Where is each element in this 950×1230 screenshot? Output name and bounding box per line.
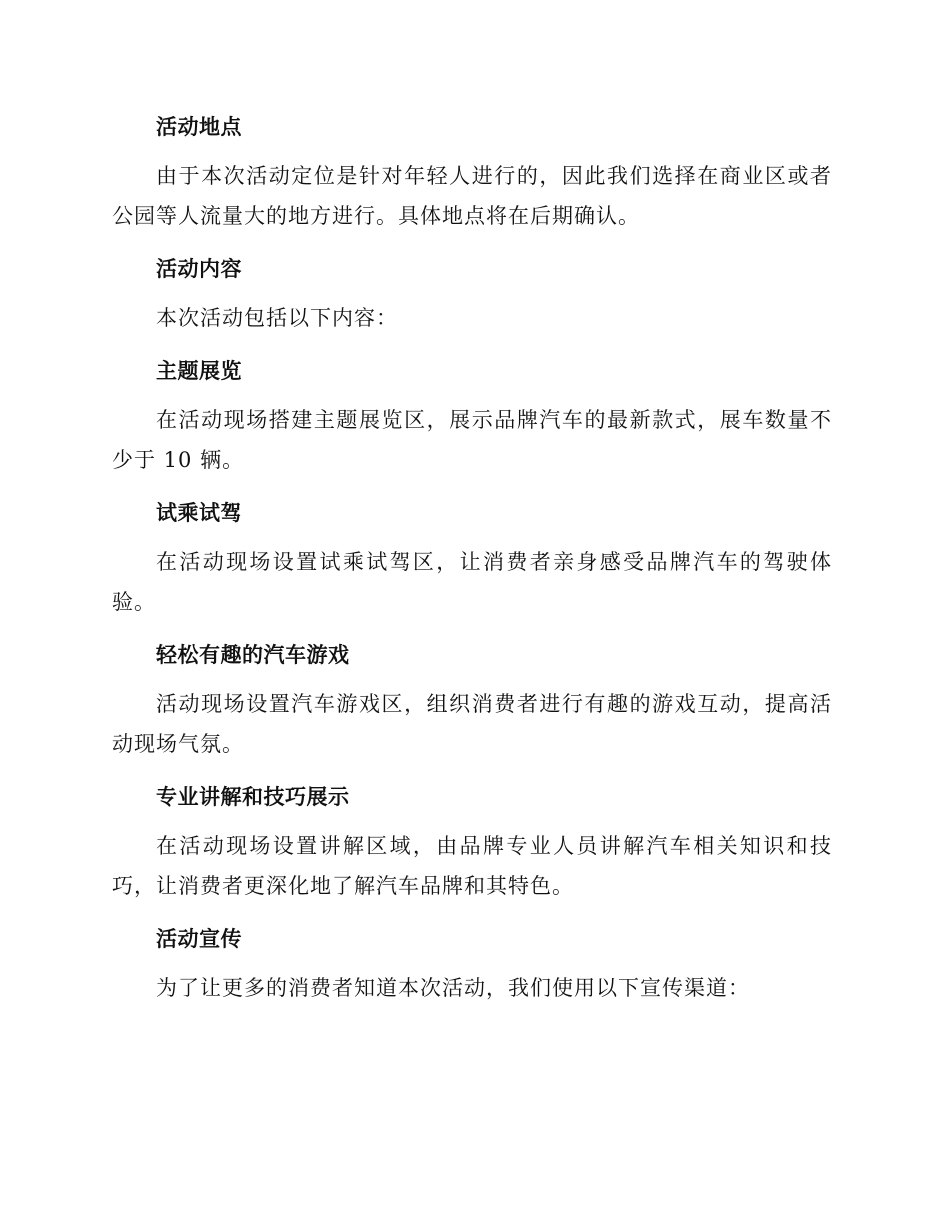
section-heading-exhibition: 主题展览 (156, 359, 242, 383)
paragraph-exhibition: 在活动现场搭建主题展览区，展示品牌汽车的最新款式，展车数量不少于 10 辆。 (112, 408, 832, 472)
paragraph-test-drive: 在活动现场设置试乘试驾区，让消费者亲身感受品牌汽车的驾驶体验。 (112, 550, 832, 614)
section-heading-location: 活动地点 (156, 115, 242, 139)
paragraph-content-intro: 本次活动包括以下内容： (156, 306, 398, 330)
paragraph-promotion: 为了让更多的消费者知道本次活动，我们使用以下宣传渠道： (156, 976, 750, 1000)
section-heading-car-games: 轻松有趣的汽车游戏 (156, 643, 350, 667)
section-heading-test-drive: 试乘试驾 (156, 501, 242, 525)
paragraph-expert-talk: 在活动现场设置讲解区域，由品牌专业人员讲解汽车相关知识和技巧，让消费者更深化地了解汽车品牌和其特色。 (112, 834, 832, 898)
paragraph-location: 由于本次活动定位是针对年轻人进行的，因此我们选择在商业区或者公园等人流量大的地方进行。具体地点将在后期确认。 (112, 164, 832, 228)
document-body (112, 104, 832, 1018)
section-heading-promotion: 活动宣传 (156, 927, 242, 951)
paragraph-car-games: 活动现场设置汽车游戏区，组织消费者进行有趣的游戏互动，提高活动现场气氛。 (112, 692, 832, 756)
section-heading-content: 活动内容 (156, 257, 242, 281)
section-heading-expert-talk: 专业讲解和技巧展示 (156, 785, 350, 809)
